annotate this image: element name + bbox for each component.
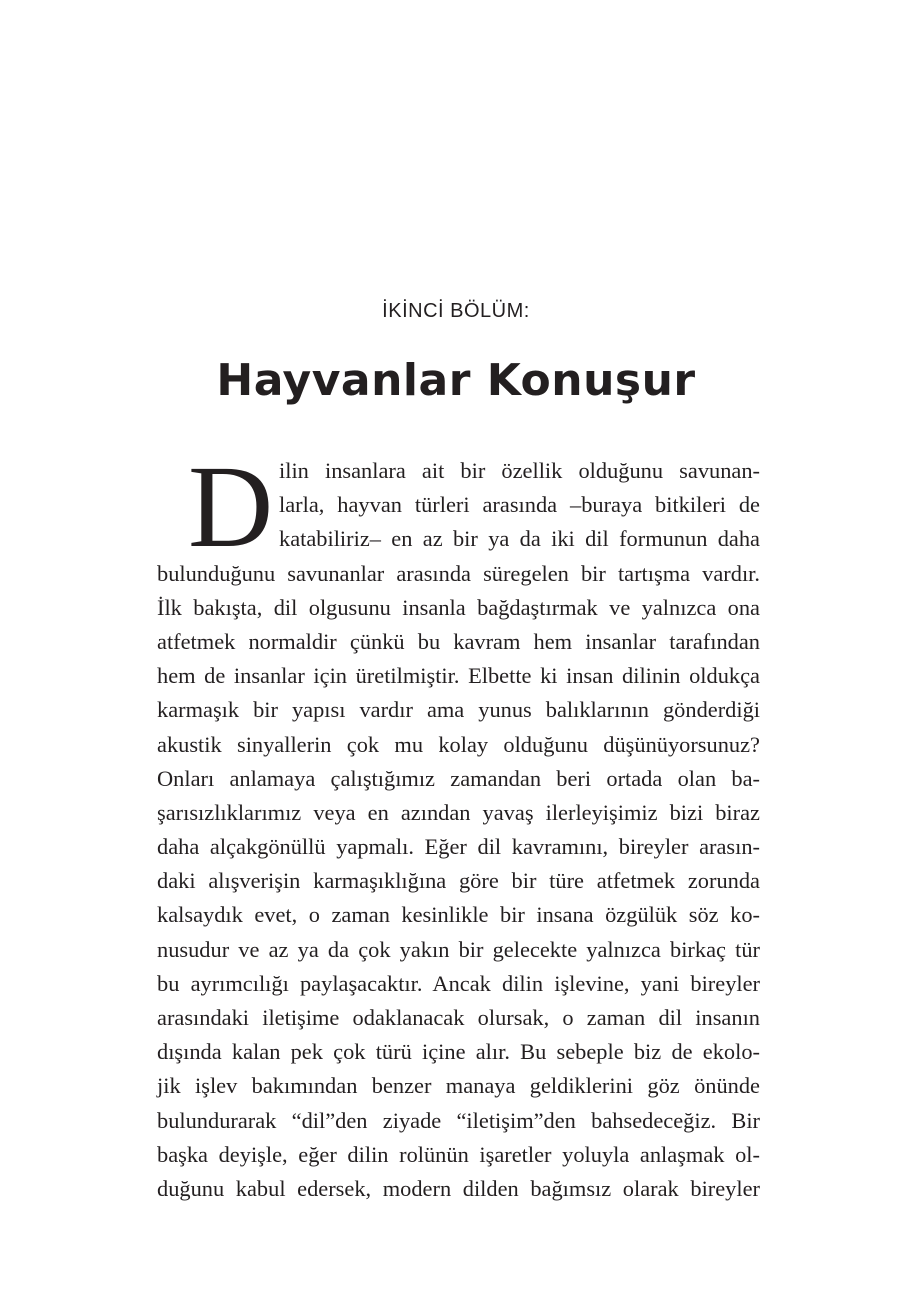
text-line: ilin insanlara ait bir özellik olduğunu savunan- xyxy=(279,458,760,483)
text-line: nusudur ve az ya da çok yakın bir gelecekte yalnızca birkaç tür xyxy=(157,936,760,962)
text-line: arasındaki iletişime odaklanacak olursak, o zaman dil insanın xyxy=(157,1005,760,1030)
text-line: başka deyişle, eğer dilin rolünün işaretler yoluyla anlaşmak ol- xyxy=(157,1141,760,1167)
text-line: bulundurarak “dil”den ziyade “iletişim”den bahsedeceğiz. Bir xyxy=(157,1107,760,1133)
text-line: dışında kalan pek çok türü içine alır. Bu sebeple biz de ekolo- xyxy=(157,1039,760,1065)
text-line: karmaşık bir yapısı vardır ama yunus balıklarının gönderdiği xyxy=(157,697,760,723)
body-paragraph xyxy=(157,441,760,1206)
text-line: hem de insanlar için üretilmiştir. Elbette ki insan dilinin oldukça xyxy=(157,663,760,689)
text-line: atfetmek normaldir çünkü bu kavram hem insanlar tarafından xyxy=(157,628,760,654)
text-line: akustik sinyallerin çok mu kolay olduğunu düşünüyorsunuz? xyxy=(157,731,760,757)
text-line: katabiliriz– en az bir ya da iki dil formunun daha xyxy=(279,526,760,552)
text-line: bu ayrımcılığı paylaşacaktır. Ancak dilin işlevine, yani bireyler xyxy=(157,970,760,996)
text-line: İlk bakışta, dil olgusunu insanla bağdaştırmak ve yalnızca ona xyxy=(157,594,760,620)
text-line: daha alçakgönüllü yapmalı. Eğer dil kavramını, bireyler arasın- xyxy=(157,834,760,860)
text-line: jik işlev bakımından benzer manaya geldiklerini göz önünde xyxy=(157,1073,760,1099)
text-line: daki alışverişin karmaşıklığına göre bir türe atfetmek zorunda xyxy=(157,868,760,894)
chapter-title: Hayvanlar Konuşur xyxy=(216,355,696,406)
text-line: şarısızlıklarımız veya en azından yavaş ilerleyişimiz bizi biraz xyxy=(157,799,760,825)
text-line: Onları anlamaya çalıştığımız zamandan beri ortada olan ba- xyxy=(157,765,760,791)
chapter-label: İKİNCİ BÖLÜM: xyxy=(382,300,530,322)
text-line: duğunu kabul edersek, modern dilden bağımsız olarak bireyler xyxy=(157,1175,760,1201)
text-line: kalsaydık evet, o zaman kesinlikle bir insana özgülük söz ko- xyxy=(157,902,760,928)
drop-cap: D xyxy=(188,441,274,572)
text-line: larla, hayvan türleri arasında –buraya bitkileri de xyxy=(279,492,760,518)
text-line: bulunduğunu savunanlar arasında süregelen bir tartışma vardır. xyxy=(157,560,760,586)
